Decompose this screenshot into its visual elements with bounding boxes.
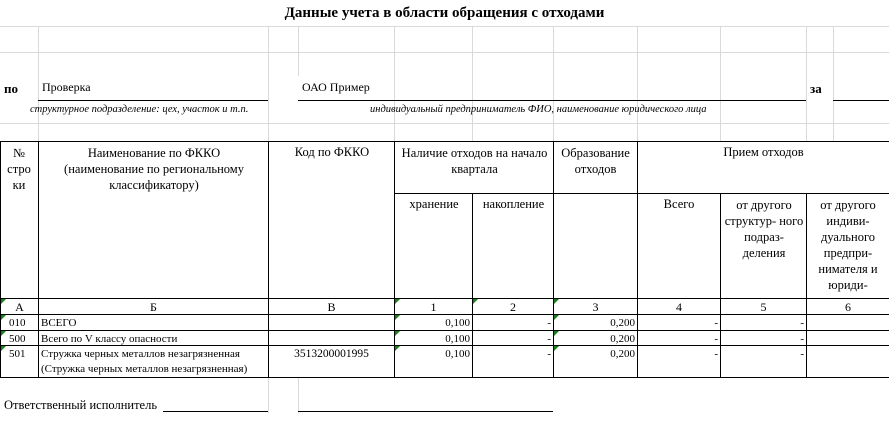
col-letter: А [15,300,24,314]
header-presence: Наличие отходов на начало квартала [401,146,548,176]
cell-total[interactable]: - [714,317,718,329]
col-letter: 3 [592,300,599,314]
cell-from-unit[interactable]: - [800,317,804,329]
responsible-signature-line[interactable] [163,411,268,412]
header-code: Код по ФККО [294,145,370,159]
col-letter: 1 [430,300,437,314]
cell-accumulation[interactable]: - [547,333,551,345]
header-accumulation: накопление [482,197,545,211]
cell-accumulation[interactable]: - [547,348,551,360]
row-code[interactable]: 501 [9,348,26,360]
header-reception: Прием отходов [723,145,804,159]
cell-from-unit[interactable]: - [800,348,804,360]
org-hint: индивидуальный предприниматель ФИО, наименование юридического лица [370,104,707,115]
col-letter: В [327,300,336,314]
org-field[interactable]: ОАО Пример [302,80,370,94]
row-name[interactable]: Всего по V классу опасности [41,333,178,345]
cell-total[interactable]: - [714,348,718,360]
row-name[interactable]: Стружка черных металлов незагрязненная [41,348,240,360]
cell-storage[interactable]: 0,100 [445,333,470,345]
row-code[interactable]: 500 [9,333,26,345]
cell-total[interactable]: - [714,333,718,345]
dept-hint: структурное подразделение: цех, участок и т.п. [30,104,249,115]
header-storage: хранение [409,197,459,211]
responsible-name-line[interactable] [298,411,553,412]
responsible-label: Ответственный исполнитель [4,398,158,412]
dept-underline [38,100,268,101]
col-letter: 5 [760,300,767,314]
col-letter: 2 [510,300,516,314]
cell-formation[interactable]: 0,200 [610,348,635,360]
col-letter: 4 [676,300,682,314]
cell-formation[interactable]: 0,200 [610,317,635,329]
header-from-unit: от другого структур- ного подраз- деления [724,198,804,260]
header-row-no: № стро ки [7,146,31,192]
col-letter: 6 [845,300,851,314]
po-label: по [4,81,18,96]
dept-field[interactable]: Проверка [42,80,91,94]
col-letter: Б [150,300,157,314]
period-underline [833,100,889,101]
row-name-alt[interactable]: (Стружка черных металлов незагрязненная) [41,363,248,375]
org-underline [298,100,806,101]
row-name[interactable]: ВСЕГО [41,317,77,329]
header-name: Наименование по ФККО (наименование по региональному классификатору) [64,146,244,192]
cell-accumulation[interactable]: - [547,317,551,329]
cell-storage[interactable]: 0,100 [445,317,470,329]
cell-fkko-code[interactable]: 3513200001995 [294,348,369,360]
za-label: за [810,81,822,96]
header-total: Всего [663,197,695,211]
row-code[interactable]: 010 [9,317,26,329]
cell-from-unit[interactable]: - [800,333,804,345]
cell-formation[interactable]: 0,200 [610,333,635,345]
header-from-entrepreneur: от другого индиви- дуального предпри- нимателя и юриди- [818,198,878,292]
cell-storage[interactable]: 0,100 [445,348,470,360]
header-formation: Образование отходов [561,146,630,176]
report-title: Данные учета в области обращения с отходами [284,5,605,21]
